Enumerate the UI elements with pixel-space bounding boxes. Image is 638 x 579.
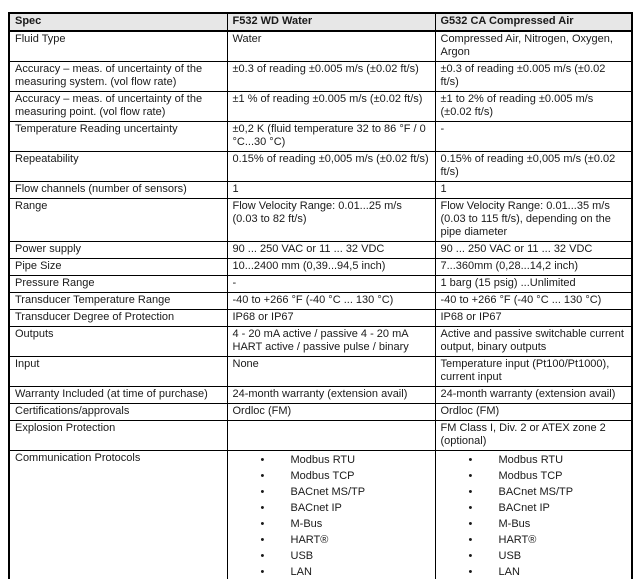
protocol-list-item [441, 502, 627, 515]
table-row-communication-protocols [9, 451, 632, 579]
spec-cell: Outputs [9, 327, 227, 357]
table-row-transducer-temperature [9, 293, 632, 310]
protocol-list-item [441, 518, 627, 531]
spec-cell: Input [9, 357, 227, 387]
spec-cell: Flow channels (number of sensors) [9, 182, 227, 199]
protocol-list-item [441, 454, 627, 467]
spec-cell: Pipe Size [9, 259, 227, 276]
g532-cell: ±0.3 of reading ±0.005 m/s (±0.02 ft/s) [435, 62, 632, 92]
f532-cell: - [227, 276, 435, 293]
protocol-list-item [233, 454, 430, 467]
f532-cell: 24-month warranty (extension avail) [227, 387, 435, 404]
protocol-list-item [441, 566, 627, 579]
protocol-label: HART® [498, 534, 537, 546]
bullet-icon: • [468, 502, 473, 514]
bullet-icon: • [468, 518, 473, 530]
table-row-pressure-range [9, 276, 632, 293]
bullet-icon: • [260, 486, 265, 498]
table-row-certifications [9, 404, 632, 421]
g532-cell: - [435, 122, 632, 152]
column-header-f532: F532 WD Water [227, 13, 435, 31]
f532-cell: -40 to +266 °F (-40 °C ... 130 °C) [227, 293, 435, 310]
bullet-icon: • [260, 518, 265, 530]
protocol-label: HART® [290, 534, 329, 546]
f532-cell: Flow Velocity Range: 0.01...25 m/s (0.03 to 82 ft/s) [227, 199, 435, 242]
spec-cell: Explosion Protection [9, 421, 227, 451]
protocol-label: USB [290, 550, 314, 562]
g532-cell [435, 451, 632, 579]
g532-cell: -40 to +266 °F (-40 °C ... 130 °C) [435, 293, 632, 310]
f532-cell: 90 ... 250 VAC or 11 ... 32 VDC [227, 242, 435, 259]
protocol-label: BACnet IP [498, 502, 550, 514]
table-row-power-supply [9, 242, 632, 259]
column-header-g532: G532 CA Compressed Air [435, 13, 632, 31]
bullet-icon: • [468, 470, 473, 482]
bullet-icon: • [260, 534, 265, 546]
protocol-list-item [233, 502, 430, 515]
f532-cell [227, 451, 435, 579]
protocol-list-f532 [233, 454, 430, 579]
f532-cell: 4 - 20 mA active / passive 4 - 20 mA HART active / passive pulse / binary [227, 327, 435, 357]
g532-cell: IP68 or IP67 [435, 310, 632, 327]
g532-cell: Flow Velocity Range: 0.01...35 m/s (0.03 to 115 ft/s), depending on the pipe diameter [435, 199, 632, 242]
table-row-warranty [9, 387, 632, 404]
bullet-icon: • [468, 454, 473, 466]
spec-cell: Certifications/approvals [9, 404, 227, 421]
table-row-temperature-uncertainty [9, 122, 632, 152]
spec-cell: Pressure Range [9, 276, 227, 293]
bullet-icon: • [468, 534, 473, 546]
spec-cell: Fluid Type [9, 31, 227, 62]
bullet-icon: • [468, 550, 473, 562]
g532-cell: Ordloc (FM) [435, 404, 632, 421]
g532-cell: FM Class I, Div. 2 or ATEX zone 2 (optional) [435, 421, 632, 451]
spec-cell: Transducer Temperature Range [9, 293, 227, 310]
table-row-flow-channels [9, 182, 632, 199]
table-row-accuracy-system [9, 62, 632, 92]
g532-cell: 1 barg (15 psig) ...Unlimited [435, 276, 632, 293]
protocol-list-item [233, 550, 430, 563]
g532-cell: 1 [435, 182, 632, 199]
protocol-label: M-Bus [498, 518, 531, 530]
spec-cell: Warranty Included (at time of purchase) [9, 387, 227, 404]
bullet-icon: • [260, 550, 265, 562]
protocol-label: Modbus RTU [290, 454, 356, 466]
f532-cell: Ordloc (FM) [227, 404, 435, 421]
protocol-label: Modbus TCP [290, 470, 355, 482]
f532-cell: ±0.3 of reading ±0.005 m/s (±0.02 ft/s) [227, 62, 435, 92]
protocol-label: M-Bus [290, 518, 323, 530]
table-row-explosion-protection [9, 421, 632, 451]
protocol-list-item [233, 518, 430, 531]
protocol-label: Modbus TCP [498, 470, 563, 482]
header-row [9, 13, 632, 31]
protocol-label: BACnet MS/TP [290, 486, 366, 498]
g532-cell: 0.15% of reading ±0,005 m/s (±0.02 ft/s) [435, 152, 632, 182]
protocol-list-item [233, 566, 430, 579]
protocol-label: LAN [290, 566, 312, 578]
f532-cell: ±0,2 K (fluid temperature 32 to 86 °F / 0 °C...30 °C) [227, 122, 435, 152]
spec-cell: Accuracy – meas. of uncertainty of the measuring system. (vol flow rate) [9, 62, 227, 92]
protocol-label: LAN [498, 566, 520, 578]
f532-cell: Water [227, 31, 435, 62]
bullet-icon: • [468, 566, 473, 578]
protocol-list-g532 [441, 454, 627, 579]
protocol-label: Modbus RTU [498, 454, 564, 466]
spec-cell: Communication Protocols [9, 451, 227, 579]
protocol-list-item [441, 486, 627, 499]
protocol-list-item [233, 470, 430, 483]
bullet-icon: • [260, 470, 265, 482]
bullet-icon: • [260, 566, 265, 578]
bullet-icon: • [260, 502, 265, 514]
table-row-outputs [9, 327, 632, 357]
protocol-label: BACnet IP [290, 502, 342, 514]
g532-cell: ±1 to 2% of reading ±0.005 m/s (±0.02 ft/s) [435, 92, 632, 122]
table-row-input [9, 357, 632, 387]
bullet-icon: • [468, 486, 473, 498]
spec-cell: Accuracy – meas. of uncertainty of the measuring point. (vol flow rate) [9, 92, 227, 122]
spec-cell: Temperature Reading uncertainty [9, 122, 227, 152]
protocol-list-item [441, 550, 627, 563]
table-row-transducer-protection [9, 310, 632, 327]
f532-cell: IP68 or IP67 [227, 310, 435, 327]
protocol-label: USB [498, 550, 522, 562]
column-header-spec: Spec [9, 13, 227, 31]
g532-cell: 7...360mm (0,28...14,2 inch) [435, 259, 632, 276]
g532-cell: Compressed Air, Nitrogen, Oxygen, Argon [435, 31, 632, 62]
f532-cell: 0.15% of reading ±0,005 m/s (±0.02 ft/s) [227, 152, 435, 182]
spec-comparison-table [8, 12, 633, 579]
table-row-pipe-size [9, 259, 632, 276]
f532-cell [227, 421, 435, 451]
g532-cell: 24-month warranty (extension avail) [435, 387, 632, 404]
spec-cell: Repeatability [9, 152, 227, 182]
f532-cell: 1 [227, 182, 435, 199]
f532-cell: 10...2400 mm (0,39...94,5 inch) [227, 259, 435, 276]
g532-cell: Active and passive switchable current output, binary outputs [435, 327, 632, 357]
protocol-list-item [233, 534, 430, 547]
protocol-list-item [233, 486, 430, 499]
spec-cell: Range [9, 199, 227, 242]
bullet-icon: • [260, 454, 265, 466]
protocol-label: BACnet MS/TP [498, 486, 574, 498]
table-row-fluid-type [9, 31, 632, 62]
f532-cell: None [227, 357, 435, 387]
spec-cell: Power supply [9, 242, 227, 259]
table-row-range [9, 199, 632, 242]
f532-cell: ±1 % of reading ±0.005 m/s (±0.02 ft/s) [227, 92, 435, 122]
table-row-repeatability [9, 152, 632, 182]
g532-cell: 90 ... 250 VAC or 11 ... 32 VDC [435, 242, 632, 259]
table-row-accuracy-point [9, 92, 632, 122]
protocol-list-item [441, 534, 627, 547]
g532-cell: Temperature input (Pt100/Pt1000), current input [435, 357, 632, 387]
protocol-list-item [441, 470, 627, 483]
spec-cell: Transducer Degree of Protection [9, 310, 227, 327]
